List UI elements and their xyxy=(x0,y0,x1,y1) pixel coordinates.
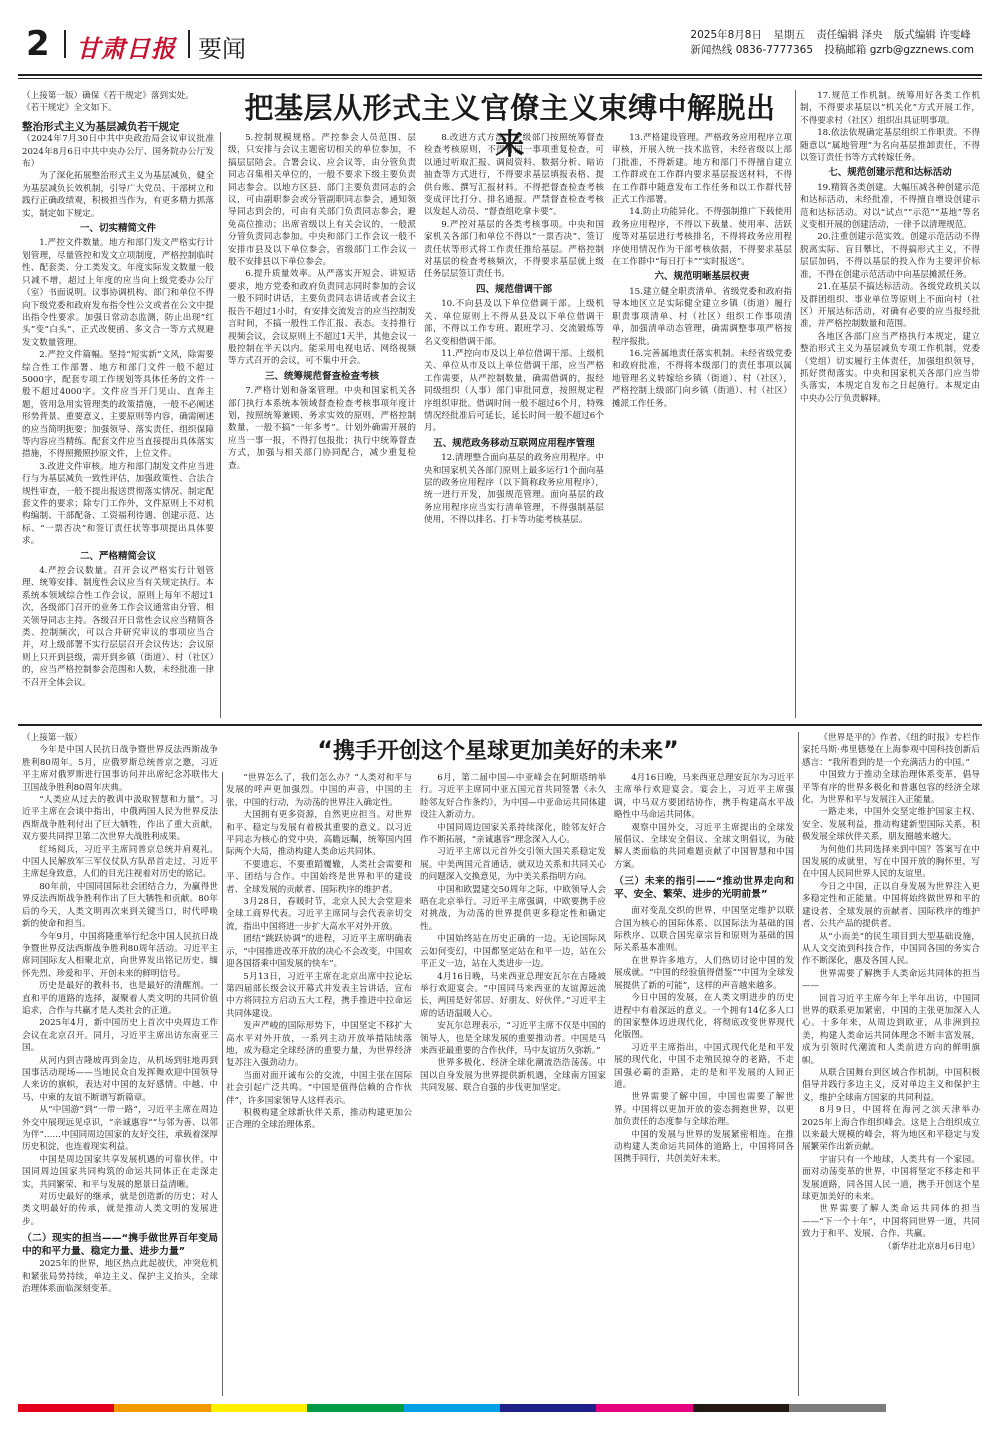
paragraph: 从“中国游”到“一带一路”，习近平主席在周边外交中展现远见卓识，“亲诚惠容”“与邻为善、以邻为伴”……中国同周边国家的友好交往，承载着深厚历史积淀，也连着现实利益。 xyxy=(22,1105,218,1153)
paragraph: 21.在基层不搞达标活动。各级党政机关以及群团组织、事业单位等原则上不面向村（社区）开展达标活动，对确有必要的应当报经批准，并严格控制数量和范围。 xyxy=(800,282,980,330)
section-heading: 三、统筹规范督查检查考核 xyxy=(264,370,379,382)
paragraph: 今日中国的发展，在人类文明进步的历史进程中有着深远的意义。一个拥有14亿多人口的国家整体迈进现代化，将彻底改变世界现代化版图。 xyxy=(614,993,794,1041)
paragraph: 3.改进文件审核。地方和部门制发文件应当进行与为基层减负一致性评估，加强政策性、合法合规性审查，一般不提出报送贯彻落实情况、制定配套文件的要求；除专门工作外，文件原则上不对机构编制、干部配备、工资福利待遇、创建示范、达标、“一票否决”和签订责任状等事项提出具体要求。 xyxy=(22,461,214,547)
paragraph: 一路走来，中国外交坚定维护国家主权、安全、发展利益，推动构建新型国际关系，积极发展全球伙伴关系，朋友圈越来越大。 xyxy=(802,807,980,843)
paragraph: 今日之中国，正以自身发展为世界注入更多稳定性和正能量。中国将始终做世界和平的建设者、全球发展的贡献者、国际秩序的维护者、公共产品的提供者。 xyxy=(802,881,980,930)
masthead-separator xyxy=(188,30,190,58)
paragraph: 7.严格计划和备案管理。中央和国家机关各部门执行本系统本领域督查检查考核事项年度计划，按照统筹兼顾、务求实效的原则，严格控制数量，一般不搞“一年多考”。计划外确需开展的应当一事一报，不得打包报批；执行中统筹督查方式，加强与相关部门协同配合，减少重复检查。 xyxy=(228,386,416,471)
editor-credit: 责任编辑 泽央 xyxy=(816,29,883,41)
article1-intro: （上接第一版）确保《若干规定》落到实处。 xyxy=(22,91,194,101)
paragraph: 习近平主席指出，中国式现代化是和平发展的现代化，中国不走殖民掠夺的老路，不走国强必霸的歪路，走的是和平发展的人间正道。 xyxy=(614,1042,794,1090)
paragraph: 今年是中国人民抗日战争暨世界反法西斯战争胜利80周年。5月，应俄罗斯总统普京之邀，习近平主席对俄罗斯进行国事访问并出席纪念苏联伟大卫国战争胜利80周年庆典。 xyxy=(22,745,218,793)
paragraph: 中国的发展与世界的发展紧密相连。在推动构建人类命运共同体的道路上，中国将同各国携手同行，共创美好未来。 xyxy=(614,1129,794,1165)
color-swatch xyxy=(886,1404,982,1412)
paragraph: 20.注重创建示范实效。创建示范活动不得脱离实际、盲目攀比，不得搞形式主义，不得层层加码，不得以基层的投入作为主要评价标准，不得在创建示范活动中向基层摊派任务。 xyxy=(800,232,980,280)
paragraph: 15.建立健全职责清单。省级党委和政府指导本地区立足实际健全建立乡镇（街道）履行职责事项清单、村（社区）组织工作事项清单，加强清单动态管理，确需调整事项严格按程序报批。 xyxy=(612,286,792,347)
paragraph: 各地区各部门应当严格执行本规定，建立整治形式主义为基层减负专项工作机制，党委（党组）切实履行主体责任，加强组织领导，抓好贯彻落实。中央和国家机关各部门应当带头落实，本规定自发布之日起施行。本规定由中央办公厅负责解释。 xyxy=(800,331,980,404)
color-swatch xyxy=(693,1404,789,1412)
paragraph: 中国是周边国家共享发展机遇的可靠伙伴。中国同周边国家共同构筑的命运共同体正在走深走实，共同繁荣、和平与发展的愿景日益清晰。 xyxy=(22,1154,218,1190)
paragraph: 2025年的世界，地区热点此起彼伏，冲突危机和紧张局势持续，单边主义、保护主义抬头，全球治理体系面临深刻变革。 xyxy=(22,1259,218,1295)
section-name: 要闻 xyxy=(198,35,246,63)
column-divider xyxy=(798,732,799,1396)
paragraph: 3月28日，春暖时节，北京人民大会堂迎来全球工商界代表。习近平主席同与会代表亲切交流，指出中国将进一步扩大高水平对外开放。 xyxy=(226,897,412,932)
color-swatch xyxy=(211,1404,307,1412)
paragraph: 5月13日，习近平主席在北京出席中拉论坛第四届部长级会议开幕式并发表主旨讲话，宣布中方将同拉方启动五大工程，携手推进中拉命运共同体建设。 xyxy=(226,971,412,1019)
paragraph: 13.严格建设管理。严格政务应用程序立项审核，开展入统一技术监管，未经省级以上部门批准，不得新建。地方和部门不得擅自建立工作群或在工作群内要求基层报送材料，不得在工作群中随意发布工作任务和以工作群代替正式工作部署。 xyxy=(612,133,792,206)
paragraph: 6月，第二届中国—中亚峰会在阿斯塔纳举行。习近平主席同中亚五国元首共同签署《永久睦邻友好合作条约》，为中国—中亚命运共同体建设注入新动力。 xyxy=(420,773,606,821)
paragraph: 8.改进方式方法。上级部门按照统筹督查检查考核原则，不得对同一事项重复检查，可以通过听取汇报、调阅资料、数据分析、暗访抽查等方式进行，不得要求基层填报表格、提供台账、撰写汇报材料。不得把督查检查考核变成评比打分、排名通报。严禁督查检查考核以发起人动员、“督查组吃拿卡要”。 xyxy=(424,133,604,218)
paragraph: 从河内到吉隆坡再到金边，从机场到驻地再到国事活动现场——当地民众自发挥舞欢迎中国领导人来访的旗帜，表达对中国的友好感情。中越、中马、中柬的友谊不断谱写新篇章。 xyxy=(22,1055,218,1103)
section-heading: 一、切实精简文件 xyxy=(79,223,156,235)
paragraph: 5.控制规模规格。严控参会人员范围、层级，只安排与会议主题密切相关的单位参加，不搞层层陪会。合署会议、应会议等，由分管负责同志召集相关单位的，一般不要求下级主要负责同志参会。以地方区县、部门主要负责同志的会议，可由副职参会或分管副职同志参会，通知领导同志到会的，可由有关部门负责同志参会，避免高位推动；出席省级以上有关会议的，一般派分管负责同志参加。中央和部门工作会议一般不安排市县及以下单位参会，省级部门工作会议一般不安排县以下单位参会。 xyxy=(228,133,416,268)
article2-column-1 xyxy=(22,732,218,1396)
paragraph: 红场阅兵，习近平主席同普京总统并肩观礼。中国人民解放军三军仪仗队方队昂首走过，习近平主席起身致意，人们的目光注视着对历史的铭记。 xyxy=(22,844,218,880)
paragraph: 中国和欧盟建交50周年之际，中欧领导人会晤在北京举行。习近平主席强调，中欧要携手应对挑战，为动荡的世界提供更多稳定性和确定性。 xyxy=(420,884,606,932)
masthead-rule xyxy=(18,74,982,76)
section-heading: 六、规范明晰基层权责 xyxy=(654,271,750,283)
article1-column-5 xyxy=(800,90,980,718)
paragraph: 历史是最好的教科书，也是最好的清醒剂。一直和平的道路的选择，凝聚着人类文明的共同价值追求，合作与共赢才是人类社会的正道。 xyxy=(22,981,218,1016)
color-swatch xyxy=(596,1404,692,1412)
paragraph: 当面对面开诚布公的交流，中国主张在国际社会引起广泛共鸣。“中国是值得信赖的合作伙伴”，许多国家领导人这样表示。 xyxy=(226,1070,412,1106)
issue-date: 2025年8月8日 xyxy=(690,29,762,41)
color-swatch xyxy=(114,1404,210,1412)
paragraph: 中国始终站在历史正确的一边。无论国际风云如何变幻，中国都坚定站在和平一边，站在公平正义一边，站在人类进步一边。 xyxy=(420,934,606,970)
paper-name: 甘肃日报 xyxy=(76,34,176,63)
paragraph: 8月9日，中国将在海河之滨天津举办2025年上海合作组织峰会。这是上合组织成立以来最大规模的峰会，将为地区和平稳定与发展繁荣作出新贡献。 xyxy=(802,1105,980,1153)
paragraph: 为何他们共同选择来到中国？答案写在中国发展的成就里，写在中国开放的胸怀里，写在中国人民同世界人民的友谊里。 xyxy=(802,844,980,880)
submission-email: 投稿邮箱 gzrb@gzznews.com xyxy=(824,44,974,56)
color-swatch xyxy=(18,1404,114,1412)
paragraph: 世界多极化、经济全球化潮流浩浩荡荡。中国以自身发展为世界提供新机遇，全球南方国家共同发展、联合自强的步伐更加坚定。 xyxy=(420,1058,606,1094)
paragraph: 面对变乱交织的世界，中国坚定维护以联合国为核心的国际体系、以国际法为基础的国际秩序、以联合国宪章宗旨和原则为基础的国际关系基本准则。 xyxy=(614,906,794,954)
paragraph: 10.不向县及以下单位借调干部。上级机关、单位原则上不得从县及以下单位借调干部，不得以工作专班、跟班学习、交流锻炼等名义变相借调干部。 xyxy=(424,299,604,347)
column-divider xyxy=(795,90,796,718)
paragraph: 4.严控会议数量。召开会议严格实行计划管理、统筹安排、制度性会议应当有关规定执行。本系统本领域综合性工作会议，原则上每年不超过1次，各级部门召开的业务工作会议通常由分管、相关领导同志主持。各级召开日常性会议应当精简各类、控制频次，可以合并研究审议的事项应当合并，对上级部署不实行层层召开会议传达；会议原则上只开到县级，需开到乡镇（街道）、村（社区）的，应当严格控制参会范围和人数，未经批准一律不召开全体会议。 xyxy=(22,566,214,688)
paragraph: 宇宙只有一个地球，人类共有一个家园。面对动荡变革的世界，中国将坚定不移走和平发展道路，同各国人民一道，携手开创这个星球更加美好的未来。 xyxy=(802,1154,980,1203)
masthead-info xyxy=(690,28,982,58)
paragraph: 6.提升质量效率。从严落实开短会、讲短话要求，地方党委和政府负责同志同时参加的会议一般不同时讲话，主要负责同志讲话或者会议主报告不超过1小时，有安排交流发言的应当控制发言时间，不搞一般性工作汇报、表态。支持推行视频会议，会议原则上不超过1天半，其他会议一般控制在半天以内。能采用电视电话、网络视频等方式召开的会议，可不集中开会。 xyxy=(228,269,416,367)
paragraph: 中国致力于推动全球治理体系变革，倡导平等有序的世界多极化和普惠包容的经济全球化，为世界和平与发展注入正能量。 xyxy=(802,770,980,806)
paragraph: 观察中国外交，习近平主席提出的全球发展倡议、全球安全倡议、全球文明倡议，为破解人类面临的共同难题贡献了中国智慧和中国方案。 xyxy=(614,822,794,870)
paragraph: 4月16日晚，马来西亚总理安瓦尔在吉隆坡举行欢迎宴会。“中国同马来西亚的友谊源远流长，两国是好邻居、好朋友、好伙伴。”习近平主席的话语温暖人心。 xyxy=(420,971,606,1019)
article2-headline xyxy=(248,735,748,767)
article1-headline: 把基层从形式主义官僚主义束缚中解脱出来 xyxy=(244,91,776,161)
paragraph: 中国同周边国家关系持续深化，睦邻友好合作不断拓展，“亲诚惠容”理念深入人心。 xyxy=(420,822,606,846)
paragraph: 发声严峻的国际形势下，中国坚定不移扩大高水平对外开放，一系列主动开放举措陆续落地，成为稳定全球经济的重要力量，为世界经济复苏注入强劲动力。 xyxy=(226,1021,412,1069)
paragraph: 对历史最好的继承，就是创造新的历史；对人类文明最好的传承，就是推动人类文明的发展进步。 xyxy=(22,1192,218,1227)
paragraph: “人类应从过去的教训中汲取智慧和力量”。习近平主席在会谈中指出，中俄两国人民为世界反法西斯战争胜利付出了巨大牺牲，作出了重大贡献，双方要共同捍卫第二次世界大战胜利成果。 xyxy=(22,795,218,843)
paragraph: 18.依法依规确定基层组织工作职责。不得随意以“属地管理”为名向基层推卸责任，不得以签订责任书等方式转嫁任务。 xyxy=(800,128,980,164)
color-swatch xyxy=(789,1404,885,1412)
paragraph: 团结“跳跃协调”的进程，习近平主席明确表示，“中国推进改革开放的决心不会改变，中国欢迎各国搭乘中国发展的快车”。 xyxy=(226,934,412,970)
news-hotline: 新闻热线 0836-7777365 xyxy=(690,44,814,56)
article-separator xyxy=(18,724,982,726)
article2-subheading: （三）未来的指引——“推动世界走向和平、安全、繁荣、进步的光明前景” xyxy=(614,876,794,901)
color-swatch xyxy=(500,1404,596,1412)
color-swatch xyxy=(404,1404,500,1412)
headline-close-quote: ” xyxy=(663,736,679,764)
paragraph: 16.完善属地责任落实机制。未经省级党委和政府批准，不得将本级部门的责任事项以属地管理名义转嫁给乡镇（街道）、村（社区），严格控制上级部门向乡镇（街道）、村（社区）摊派工作任务。 xyxy=(612,348,792,409)
article2-column-2 xyxy=(226,772,412,1396)
article1-column-4 xyxy=(612,132,792,718)
headline-open-quote: “ xyxy=(317,736,333,764)
article2-source: （新华社北京8月6日电） xyxy=(883,1241,980,1252)
section-heading: 二、严格精简会议 xyxy=(79,550,156,562)
paragraph: 从“小而美”的民生项目到大型基础设施，从人文交流到科技合作，中国同各国的务实合作不断深化，惠及各国人民。 xyxy=(802,931,980,967)
article2-subheading: （二）现实的担当——“携手做世界百年变局中的和平力量、稳定力量、进步力量” xyxy=(22,1233,218,1258)
layout-credit: 版式编辑 许雯峰 xyxy=(893,29,971,41)
section-heading: 七、规范创建示范和达标活动 xyxy=(828,167,952,179)
paragraph: 4月16日晚，马来西亚总理安瓦尔为习近平主席举行欢迎宴会。宴会上，习近平主席强调，中马双方要团结协作，携手构建高水平战略性中马命运共同体。 xyxy=(614,773,794,821)
regulation-note: （2024年7月30日中共中央政治局会议审议批准 2024年8月6日中共中央办公厅、国务院办公厅发布） xyxy=(22,134,214,170)
masthead-separator xyxy=(64,30,66,58)
issue-weekday: 星期五 xyxy=(773,29,805,41)
paragraph: 14.防止功能异化。不得强制推广下载使用政务应用程序，不得以下载量、使用率、活跃度等对基层进行考核排名，不得将政务应用程序使用情况作为干部考核依据，不得要求基层在工作群中“每日打卡”“实时报送”。 xyxy=(612,207,792,268)
paragraph: 17.规范工作机制。统筹用好各类工作机制，不得要求基层以“机关化”方式开展工作，不得要求村（社区）组织出具证明事项。 xyxy=(800,91,980,126)
column-divider xyxy=(222,772,223,1396)
paragraph: 9.严控对基层的各类考核事项。中央和国家机关各部门和单位不得以“一票否决”、签订责任状等形式将工作责任推给基层。严格控制对基层的检查考核频次，不得要求基层就上级任务层层签订责任书。 xyxy=(424,219,604,280)
paragraph: 在世界许多地方，人们热切讨论中国的发展成就。“中国的经验值得借鉴”“中国为全球发展提供了新的可能”，这样的声音越来越多。 xyxy=(614,955,794,991)
article1-column-1 xyxy=(22,90,214,718)
masthead xyxy=(18,22,982,68)
article1-column-3 xyxy=(424,132,604,718)
paragraph: 习近平主席以元首外交引领大国关系稳定发展。中美两国元首通话，就双边关系和共同关心的问题深入交换意见，为中美关系指明方向。 xyxy=(420,847,606,883)
color-swatch xyxy=(307,1404,403,1412)
print-color-bar xyxy=(18,1404,982,1412)
paragraph: 世界需要了解人类命运共同体的担当——“下一个十年”，中国将同世界一道，共同致力于和平、发展、合作、共赢。 xyxy=(802,1204,980,1240)
masthead-rule xyxy=(18,78,982,79)
section-heading: 五、规范政务移动互联网应用程序管理 xyxy=(433,437,595,449)
article2-column-5 xyxy=(802,732,980,1396)
paragraph: 安瓦尔总理表示，“习近平主席不仅是中国的领导人，也是全球发展的重要推动者。中国是马来西亚最重要的合作伙伴，马中友谊历久弥新。” xyxy=(420,1021,606,1056)
page-number: 2 xyxy=(26,24,50,64)
column-divider xyxy=(220,132,221,718)
paragraph: “世界怎么了，我们怎么办？”人类对和平与发展的呼声更加强烈。中国的声音，中国的主张，中国的行动，为动荡的世界注入确定性。 xyxy=(226,773,412,808)
article2-continuation: （上接第一版） xyxy=(22,733,83,743)
paragraph: 今年9月，中国将隆重举行纪念中国人民抗日战争暨世界反法西斯战争胜利80周年活动。习近平主席同国际友人相聚北京，向世界发出铭记历史、缅怀先烈、珍爱和平、开创未来的鲜明信号。 xyxy=(22,931,218,979)
paragraph: 大国拥有更多资源，自然更应担当。对世界和平、稳定与发展有着极其重要的意义。以习近平同志为核心的党中央，高瞻远瞩，统筹国内国际两个大局，推动构建人类命运共同体。 xyxy=(226,810,412,858)
paragraph: 世界需要了解中国，中国也需要了解世界。中国将以更加开放的姿态拥抱世界，以更加负责任的态度参与全球治理。 xyxy=(614,1092,794,1128)
paragraph: 回首习近平主席今年上半年出访，中国同世界的联系更加紧密，中国的主张更加深入人心。十多年来，从周边到欧亚，从非洲到拉美，构建人类命运共同体理念不断丰富发展，成为引领时代潮流和人类前进方向的鲜明旗帜。 xyxy=(802,993,980,1066)
paragraph: 为了深化拓展整治形式主义为基层减负，健全为基层减负长效机制，引导广大党员、干部树立和践行正确政绩观，积极担当作为，有更多精力抓落实，制定如下规定。 xyxy=(22,171,214,219)
paragraph: 积极构建全球新伙伴关系，推动构建更加公正合理的全球治理体系。 xyxy=(226,1107,412,1131)
paragraph: 11.严控向市及以上单位借调干部。上级机关、单位从市及以上单位借调干部，应当严格工作需要，从严控制数量，确需借调的，报经同级组织（人事）部门审批同意，按照规定程序组织审批。借调时间一般不超过6个月，特殊情况经批准后可延长，延长时间一般不超过6个月。 xyxy=(424,348,604,434)
paragraph: 不要遗忘，不要重蹈覆辙，人类社会需要和平、团结与合作。中国始终是世界和平的建设者、全球发展的贡献者、国际秩序的维护者。 xyxy=(226,859,412,895)
paragraph: 世界需要了解携手人类命运共同体的担当—— xyxy=(802,968,980,992)
article1-column-2 xyxy=(228,132,416,718)
paragraph: 12.清理整合面向基层的政务应用程序。中央和国家机关各部门原则上最多运行1个面向基层的政务应用程序（以下简称政务应用程序），统一进行开发，加强规范管理。面向基层的政务应用程序应当实行清单管理，不得强制基层使用，不得以排名、打卡等功能考核基层。 xyxy=(424,453,604,526)
paragraph: 2025年4月，新中国历史上首次中央周边工作会议在北京召开。同月，习近平主席出访东南亚三国。 xyxy=(22,1018,218,1054)
section-heading: 四、规范借调干部 xyxy=(475,283,552,295)
paragraph: 《世界是平的》作者、《纽约时报》专栏作家托马斯·弗里德曼在上海参观中国科技创新后感言：“我所看到的是一个充满活力的中国。” xyxy=(802,733,980,768)
paragraph: 1.严控文件数量。地方和部门发文严格实行计划管理，尽量管控和发文立项制度，严格控制临时性、配套类、分工类发文。年度实际发文数量一般只减不增，超过上年度的应当向上级党委办公厅（室）书面说明。议事协调机构、部门和单位不得向下级党委和政府发布指令性公文或者在公文中提出指令性要求。加强日常动态监测，防止出现“红头”变“白头”、正式改便函、多文合一等方式规避发文数量管理。 xyxy=(22,238,214,348)
paragraph: 2.严控文件篇幅。坚持“短实新”文风，除需要综合性工作部署、地方和部门文件一般不超过5000字，配套专项工作规划等具体任务的文件一般不超过4000字。文件应当开门见山、直奔主题，管用急用实管理类的政策措施，一般不必阐述形势背景、重要意义、主要原则等内容，确需阐述的应当简明扼要；加强领导、落实责任、组织保障等内容应当精练。配套文件应当直接提出具体落实措施，不得照搬照抄原文件，上位文件。 xyxy=(22,350,214,460)
regulation-title: 整治形式主义为基层减负若干规定 xyxy=(22,120,180,133)
article2-column-3 xyxy=(420,772,606,1396)
article1-intro: 《若干规定》全文如下。 xyxy=(22,103,117,114)
paragraph: 从联合国舞台到区域合作机制，中国积极倡导并践行多边主义，反对单边主义和保护主义，维护全球南方国家的共同利益。 xyxy=(802,1067,980,1103)
paragraph: 19.精简各类创建。大幅压减各种创建示范和达标活动，未经批准，不得擅自增设创建示范和达标活动。对以“试点”“示范”“基地”等名义变相开展的创建活动，一律予以清理规范。 xyxy=(800,182,980,231)
paragraph: 80年前，中国同国际社会团结合力，为赢得世界反法西斯战争胜利作出了巨大牺牲和贡献。80年后的今天，人类文明再次来到关键当口，时代呼唤新的使命和担当。 xyxy=(22,881,218,930)
article2-headline-text: 携手开创这个星球更加美好的未来 xyxy=(332,739,663,764)
article2-column-4 xyxy=(614,772,794,1396)
